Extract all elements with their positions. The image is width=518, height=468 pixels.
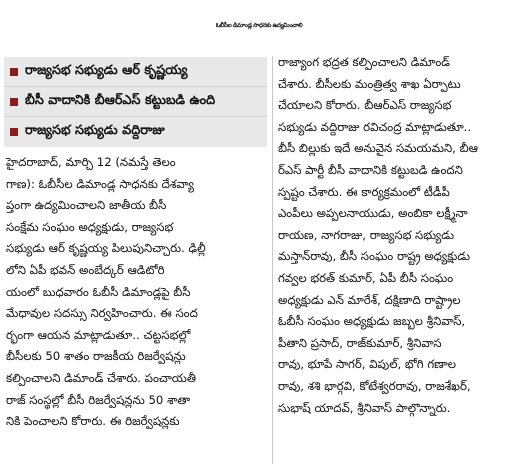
highlight-text: రాజ్యసభ సభ్యుడు వద్దిరాజు <box>25 122 165 138</box>
body-line: సంక్షేమ సంఘం అధ్యక్షుడు, రాజ్యసభ <box>6 219 174 234</box>
article-body-left-column <box>6 152 268 433</box>
body-line: ర్‌ఎస్‌ పార్టీ బీసీ వాదానికి కట్టుబడి ఉందని <box>278 162 463 177</box>
body-line: రాజ్యాంగ భద్రత కల్పించాలని డిమాండ్‌ <box>278 55 450 69</box>
highlight-text: బీసీ వాదానికి బీఆర్‌ఎస్‌ కట్టుబడి ఉంది <box>25 92 216 108</box>
body-line: రాజ్‌ సంస్థల్లో బీసీ రిజర్వేషన్లను 50 శాతా <box>6 392 191 407</box>
article-headline: ఓబీసీల డిమాండ్ల సాధనకు ఉద్యమించాలి <box>215 22 303 29</box>
body-line: సభ్యుడు వద్దిరాజు రవిచంద్ర మాట్లాడుతూ.. <box>278 119 472 134</box>
body-line: రావు, శశి భార్గవి, కోటేశ్వరరావు, రాజశేఖర్‌, <box>278 378 471 393</box>
body-line: అధ్యక్షుడు ఎన్‌ మారేశ్‌, దక్షిణాది రాష్ట్రాల <box>278 292 461 307</box>
body-line: సభ్యుడు ఆర్‌ కృష్ణయ్య పిలుపునిచ్చారు. ఢిల్లీ <box>6 241 206 256</box>
body-line: రాయణ, నాగరాజు, రాజ్యసభ సభ్యుడు <box>278 227 454 242</box>
square-bullet-icon <box>10 98 18 106</box>
body-line: పీతాని ప్రసాద్‌, రాజ్‌కుమార్‌, శ్రీనివాస <box>278 335 442 350</box>
body-line: నికి పెంచాలని కోరారు. ఈ రిజర్వేషన్లకు <box>6 414 180 429</box>
highlights-box <box>4 57 267 147</box>
square-bullet-icon <box>10 68 18 76</box>
body-line: ఎంపీలు అప్పలనాయుడు, అంబికా లక్ష్మీనా <box>278 206 468 221</box>
body-line: గవ్వల భరత్‌ కుమార్‌, ఏపీ బీసీ సంఘం <box>278 270 454 285</box>
body-line: సుభాష్‌ యాదవ్‌, శ్రీనివాస్‌ పాల్గొన్నారు. <box>278 400 451 415</box>
body-line: గాణ): ఓబీసీల డిమాండ్ల సాధనకు దేశవ్యా <box>6 176 194 191</box>
body-line: రావు, భూపే సాగర్‌, విపుల్‌, భోగి గణాల <box>278 357 457 372</box>
body-line: స్పష్టం చేశారు. ఈ కార్యక్రమంలో టీడీపీ <box>278 184 450 199</box>
column-divider <box>272 56 273 464</box>
body-line: కల్పించాలని డిమాండ్‌ చేశారు. పంచాయతీ <box>6 370 196 385</box>
body-line: ర్భంగా ఆయన మాట్లాడుతూ.. చట్టసభల్లో <box>6 327 191 342</box>
body-line: యంలో బుధవారం ఓబీసీ డిమాండ్లపై బీసీ <box>6 284 191 299</box>
body-line: హైదరాబాద్‌, మార్చి 12 (నమస్తే తెలం <box>6 155 176 169</box>
highlight-item <box>4 87 267 117</box>
body-line: మేధావుల సదస్సు నిర్వహించారు. ఈ సంద <box>6 306 198 321</box>
body-line: ప్తంగా ఉద్యమించాలని జాతీయ బీసీ <box>6 198 167 213</box>
body-line: లోని ఏపీ భవన్‌ అంబేద్కర్‌ ఆడిటోరి <box>6 262 165 277</box>
highlight-item <box>4 57 267 87</box>
body-line: మస్తాన్‌రావు, బీసీ సంఘం రాష్ట్ర అధ్యక్షుడు <box>278 249 471 264</box>
body-line: బీసీలకు 50 శాతం రాజకీయ రిజర్వేషన్లు <box>6 349 186 364</box>
highlight-item <box>4 117 267 146</box>
article-body-right-column <box>278 52 514 419</box>
square-bullet-icon <box>10 128 18 136</box>
body-line: చేశారు. బీసీలకు మంత్రిత్వ శాఖ ఏర్పాటు <box>278 76 461 91</box>
body-line: బీసీ బిల్లుకు ఇదే అనువైన సమయమని, బీఆ <box>278 141 478 156</box>
body-line: చేయాలని కోరారు. బీఆర్‌ఎస్‌ రాజ్యసభ <box>278 98 452 113</box>
highlight-text: రాజ్యసభ సభ్యుడు ఆర్‌ కృష్ణయ్య <box>25 62 188 78</box>
body-line: ఓబీసీ సంఘం అధ్యక్షుడు జబ్బల శ్రీనివాస్‌, <box>278 314 466 329</box>
